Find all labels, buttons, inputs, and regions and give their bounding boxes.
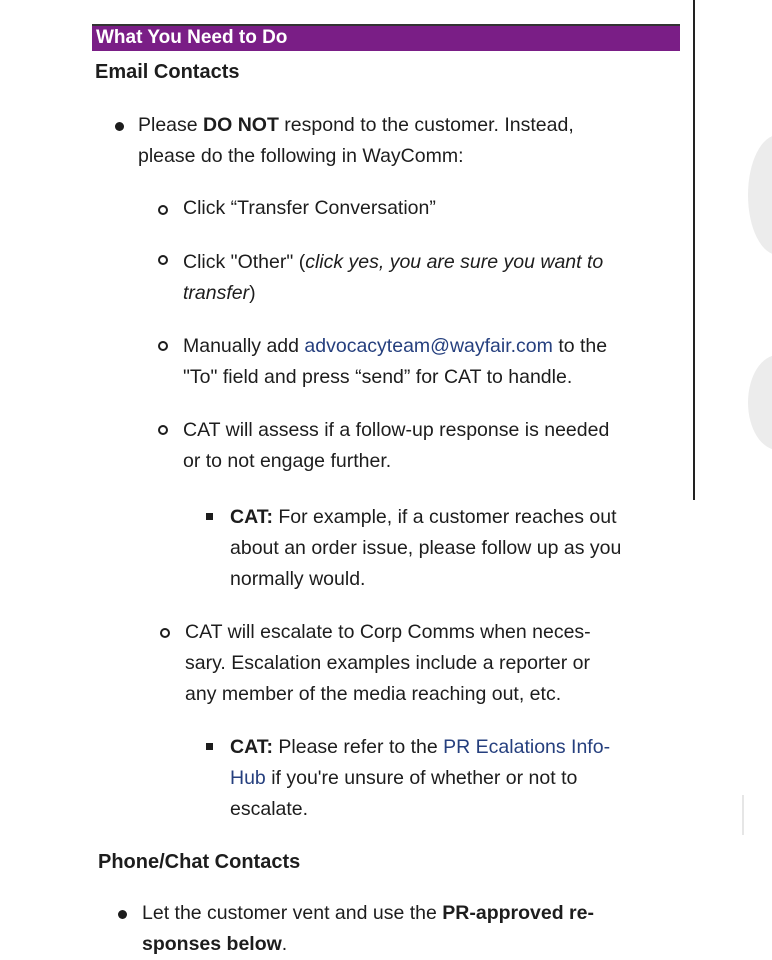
background-shape (748, 355, 772, 450)
bullet-circle (158, 255, 168, 265)
list-item: Let the customer vent and use the PR-approved re- sponses below. (142, 902, 594, 955)
bullet-circle (158, 341, 168, 351)
background-shape (742, 795, 744, 835)
bullet-circle (158, 425, 168, 435)
list-item: CAT will escalate to Corp Comms when neces- sary. Escalation examples include a reporter or any member of the media reaching out, etc. (185, 621, 591, 705)
background-shape (748, 135, 772, 255)
list-item: Click “Transfer Conversation” (183, 197, 436, 219)
pr-escalations-link[interactable]: Hub (230, 767, 266, 789)
email-contacts-heading: Email Contacts (95, 61, 240, 83)
pr-escalations-link[interactable]: PR Ecalations Info- (443, 736, 611, 758)
list-item: Please DO NOT respond to the customer. Instead, please do the following in WayComm: (138, 114, 574, 167)
list-item: CAT: Please refer to the PR Ecalations Info- Hub if you're unsure of whether or not to escalate. (230, 736, 611, 820)
bullet-square (206, 743, 213, 750)
page-edge-line (693, 0, 695, 500)
list-item: CAT will assess if a follow-up response is needed or to not engage further. (183, 419, 610, 472)
list-item: Click "Other" (click yes, you are sure you want to transfer) (183, 251, 604, 304)
bullet-square (206, 513, 213, 520)
bullet-dot (118, 910, 127, 919)
bullet-circle (158, 205, 168, 215)
list-item: Manually add advocacyteam@wayfair.com to the "To" field and press “send” for CAT to handle. (183, 335, 608, 388)
list-item: CAT: For example, if a customer reaches out about an order issue, please follow up as you normally would. (230, 506, 622, 590)
phone-chat-heading: Phone/Chat Contacts (98, 851, 301, 873)
email-link[interactable]: advocacyteam@wayfair.com (304, 335, 553, 357)
section-banner: What You Need to Do (92, 24, 680, 51)
bullet-circle (160, 628, 170, 638)
bullet-dot (115, 122, 124, 131)
